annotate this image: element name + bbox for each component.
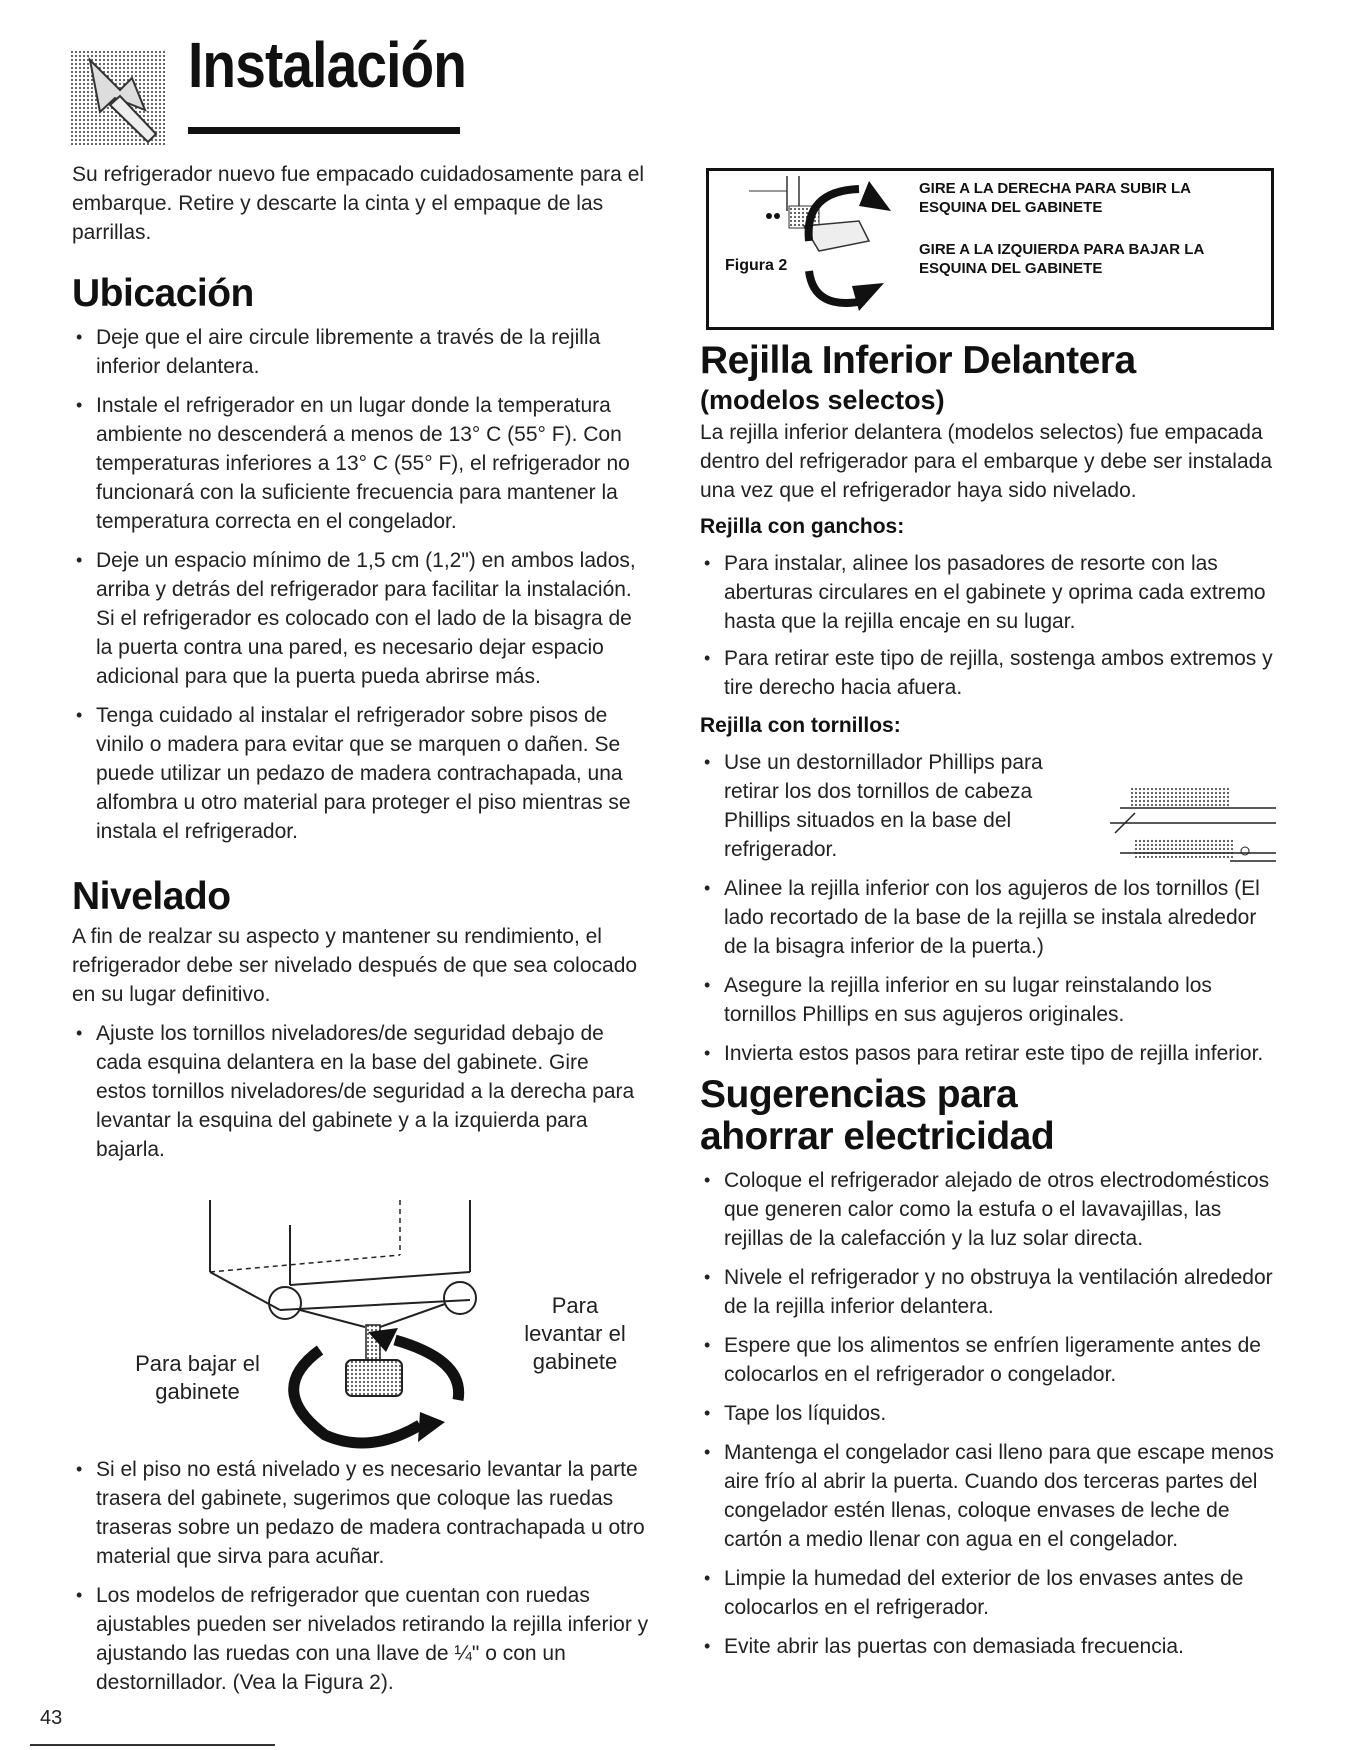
- list-item: • Tape los líquidos.: [704, 1402, 887, 1425]
- page-title: Instalación: [188, 29, 467, 101]
- rejilla-heading: Rejilla Inferior Delantera: [700, 339, 1136, 382]
- title-rule: [188, 127, 460, 134]
- nivelado-list: [72, 1019, 652, 1164]
- list-item: • Deje que el aire circule libremente a través de la rejilla inferior delantera.: [76, 326, 601, 378]
- lower-cabinet-label: Para bajar el gabinete: [135, 1351, 260, 1404]
- rejilla-intro: La rejilla inferior delantera (modelos selectos) fue empacada dentro del refrigerador para el embarque y debe ser instalada una vez que el refrigerador haya sido nivelado.: [700, 421, 1273, 502]
- list-item: • Invierta estos pasos para retirar este tipo de rejilla inferior.: [704, 1042, 1264, 1065]
- leveling-diagram: [190, 1200, 510, 1450]
- list-item: • Nivele el refrigerador y no obstruya la ventilación alrededor de la rejilla inferior delantera.: [704, 1266, 1273, 1318]
- page-number: 43: [40, 1707, 63, 1729]
- wrench-icon: [70, 50, 165, 145]
- counterclockwise-instruction: GIRE A LA IZQUIERDA PARA BAJAR LA ESQUINA DEL GABINETE: [919, 241, 1204, 277]
- left-column-bottom: [72, 1455, 652, 1697]
- ubicacion-heading: Ubicación: [72, 272, 254, 315]
- list-item: • Limpie la humedad del exterior de los envases antes de colocarlos en el refrigerador.: [704, 1567, 1244, 1619]
- intro-paragraph: Su refrigerador nuevo fue empacado cuidadosamente para el embarque. Retire y descarte la cinta y el empaque de las parrillas.: [72, 163, 645, 244]
- footer-rule: [30, 1744, 275, 1746]
- rejilla-subheading: (modelos selectos): [700, 385, 945, 415]
- raise-cabinet-label: Para levantar el gabinete: [524, 1293, 626, 1374]
- list-item: • Use un destornillador Phillips para retirar los dos tornillos de cabeza Phillips situados en la base del refrigerador.: [704, 751, 1043, 861]
- sugerencias-list: [700, 1166, 1280, 1661]
- list-item: • Si el piso no está nivelado y es necesario levantar la parte trasera del gabinete, sugerimos que coloque las ruedas traseras sobre un pedazo de madera contrachapada u otro material que sirva para acuñar.: [76, 1458, 645, 1568]
- list-item: • Tenga cuidado al instalar el refrigerador sobre pisos de vinilo o madera para evitar que se marquen o dañen. Se puede utilizar un pedazo de madera contrachapada, una alfombra u otro material para proteger el piso mientras se instala el refrigerador.: [76, 704, 631, 843]
- list-item: • Alinee la rejilla inferior con los agujeros de los tornillos (El lado recortado de la base de la rejilla se instala alrededor de la bisagra inferior de la puerta.): [704, 877, 1260, 958]
- nivelado-list-continued: [72, 1455, 652, 1697]
- grille-screw-illustration: [1110, 783, 1276, 873]
- list-item: • Evite abrir las puertas con demasiada frecuencia.: [704, 1635, 1184, 1658]
- right-column: [700, 340, 1280, 1661]
- list-item: • Ajuste los tornillos niveladores/de seguridad debajo de cada esquina delantera en la base del gabinete. Gire estos tornillos niveladores/de seguridad a la derecha para levantar la esquina del gabinete y a la izquierda para bajarla.: [76, 1022, 635, 1161]
- list-item: • Espere que los alimentos se enfríen ligeramente antes de colocarlos en el refrigerador o congelador.: [704, 1334, 1261, 1386]
- list-item: • Asegure la rejilla inferior en su lugar reinstalando los tornillos Phillips en sus agujeros originales.: [704, 974, 1212, 1026]
- list-item: • Los modelos de refrigerador que cuentan con ruedas ajustables pueden ser nivelados retirando la rejilla inferior y ajustando las ruedas con una llave de ¼" o con un destornillador. (Vea la Figura 2).: [76, 1584, 649, 1694]
- list-item: • Instale el refrigerador en un lugar donde la temperatura ambiente no descenderá a menos de 13° C (55° F). Con temperaturas inferiores a 13° C (55° F), el refrigerador no funcionará con la suficiente frecuencia para mantener la temperatura correcta en el congelador.: [76, 394, 630, 533]
- figure-2-box: [706, 168, 1274, 330]
- ganchos-heading: Rejilla con ganchos:: [700, 515, 905, 538]
- list-item: • Para retirar este tipo de rejilla, sostenga ambos extremos y tire derecho hacia afuera.: [704, 647, 1273, 699]
- nivelado-heading: Nivelado: [72, 875, 231, 918]
- list-item: • Para instalar, alinee los pasadores de resorte con las aberturas circulares en el gabinete y oprima cada extremo hasta que la rejilla encaje en su lugar.: [704, 552, 1266, 633]
- figure-label: Figura 2: [725, 257, 788, 274]
- nivelado-intro: A fin de realzar su aspecto y mantener su rendimiento, el refrigerador debe ser nivelado después de que sea colocado en su lugar definitivo.: [72, 925, 638, 1006]
- ganchos-list: [700, 549, 1280, 702]
- list-item: • Mantenga el congelador casi lleno para que escape menos aire frío al abrir la puerta. Cuando dos terceras partes del congelador estén llenas, coloque envases de leche de cartón a medio llenar con agua en el congelador.: [704, 1441, 1274, 1551]
- sugerencias-heading: Sugerencias para ahorrar electricidad: [700, 1073, 1055, 1158]
- list-item: • Deje un espacio mínimo de 1,5 cm (1,2") en ambos lados, arriba y detrás del refrigerador para facilitar la instalación. Si el refrigerador es colocado con el lado de la bisagra de la puerta contra una pared, es necesario dejar espacio adicional para que la puerta pueda abrirse más.: [76, 549, 636, 688]
- ubicacion-list: [72, 323, 652, 846]
- tornillos-heading: Rejilla con tornillos:: [700, 714, 901, 737]
- left-column: [72, 160, 652, 1164]
- clockwise-instruction: GIRE A LA DERECHA PARA SUBIR LA ESQUINA DEL GABINETE: [919, 180, 1191, 216]
- list-item: • Coloque el refrigerador alejado de otros electrodomésticos que generen calor como la estufa o el lavavajillas, las rejillas de la calefacción y la luz solar directa.: [704, 1169, 1270, 1250]
